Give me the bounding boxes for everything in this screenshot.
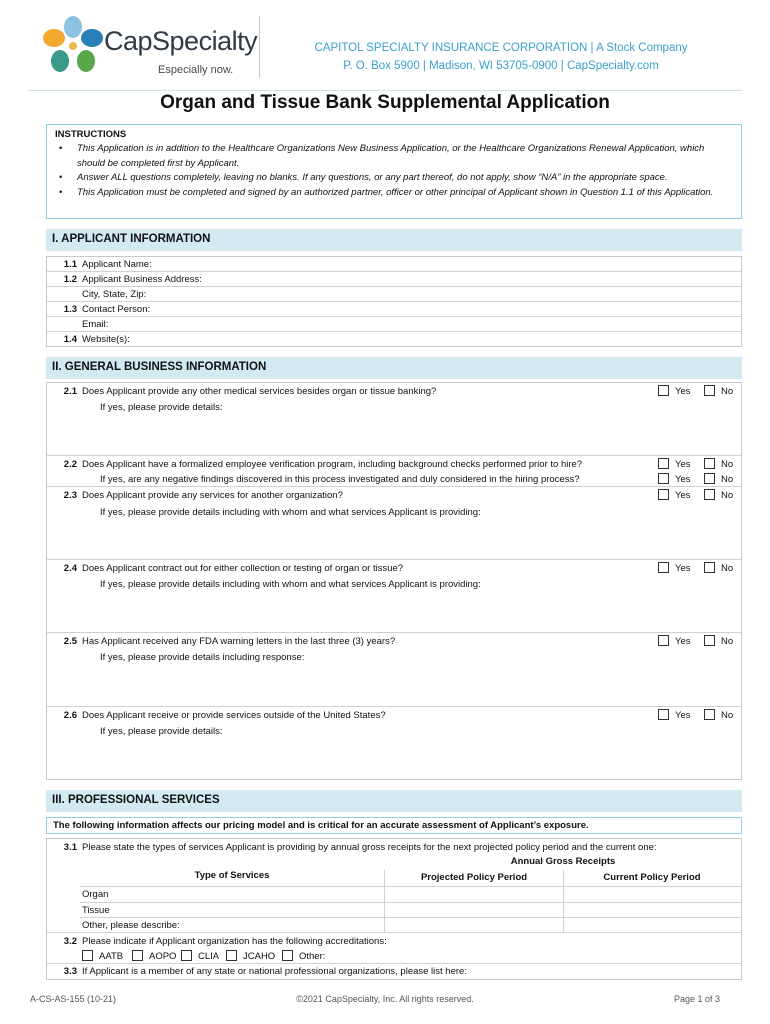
accreditation-options: AATB AOPO CLIA JCAHO Other: bbox=[46, 949, 742, 964]
header-divider bbox=[259, 16, 260, 78]
business-address-field[interactable]: 1.2 Applicant Business Address: bbox=[63, 274, 202, 285]
instructions-box bbox=[46, 124, 742, 219]
question-2-6: 2.6 Does Applicant receive or provide services outside of the United States? Yes No bbox=[63, 710, 734, 721]
no-checkbox[interactable] bbox=[704, 562, 715, 573]
page-number: Page 1 of 3 bbox=[673, 994, 720, 1004]
service-type-row[interactable]: Other, please describe: bbox=[82, 920, 180, 931]
question-2-1: 2.1 Does Applicant provide any other medical services besides organ or tissue banking? Yes No bbox=[63, 386, 734, 397]
email-field[interactable]: Email: bbox=[82, 319, 109, 330]
question-2-4-details[interactable]: If yes, please provide details including with whom and what services Applicant is providing: bbox=[100, 579, 481, 590]
company-line: CAPITOL SPECIALTY INSURANCE CORPORATION | A Stock Company bbox=[314, 42, 688, 54]
city-state-zip-field[interactable]: City, State, Zip: bbox=[82, 289, 147, 300]
copyright: ©2021 CapSpecialty, Inc. All rights reserved. bbox=[296, 994, 474, 1004]
question-2-2: 2.2 Does Applicant have a formalized employee verification program, including background checks performed prior to hire? Yes No bbox=[63, 459, 734, 470]
jcaho-checkbox[interactable] bbox=[226, 950, 237, 961]
logo-wordmark: CapSpecialty bbox=[104, 26, 258, 56]
no-checkbox[interactable] bbox=[704, 635, 715, 646]
annual-gross-receipts-header: Annual Gross Receipts bbox=[510, 856, 616, 867]
instruction-item: • Answer ALL questions completely, leaving no blanks. If any questions, or any part thereof, do not apply, show “N/A” in the appropriate space. bbox=[55, 171, 733, 186]
website-field[interactable]: 1.4 Website(s): bbox=[63, 334, 130, 345]
yes-checkbox[interactable] bbox=[658, 458, 669, 469]
service-type-row[interactable]: Tissue bbox=[82, 905, 110, 916]
no-checkbox[interactable] bbox=[704, 489, 715, 500]
aatb-checkbox[interactable] bbox=[82, 950, 93, 961]
question-2-3: 2.3 Does Applicant provide any services for another organization? Yes No bbox=[63, 490, 734, 501]
page-title: Organ and Tissue Bank Supplemental Application bbox=[28, 90, 742, 114]
no-checkbox[interactable] bbox=[704, 385, 715, 396]
current-period-header: Current Policy Period bbox=[603, 872, 701, 883]
instruction-item: • This Application is in addition to the Healthcare Organizations New Business Application, or the Healthcare Organizations Renewal Application, which should be completed first by Applicant. bbox=[55, 142, 733, 171]
yes-checkbox[interactable] bbox=[658, 709, 669, 720]
projected-period-header: Projected Policy Period bbox=[420, 872, 528, 883]
question-3-3[interactable]: 3.3 If Applicant is a member of any state or national professional organizations, please list here: bbox=[63, 966, 467, 977]
yes-checkbox[interactable] bbox=[658, 473, 669, 484]
question-2-5-details[interactable]: If yes, please provide details including response: bbox=[100, 652, 305, 663]
aopo-checkbox[interactable] bbox=[132, 950, 143, 961]
service-type-row[interactable]: Organ bbox=[82, 889, 109, 900]
question-2-1-details[interactable]: If yes, please provide details: bbox=[100, 402, 223, 413]
address-line: P. O. Box 5900 | Madison, WI 53705-0900 | CapSpecialty.com bbox=[343, 60, 659, 72]
no-checkbox[interactable] bbox=[704, 473, 715, 484]
yes-checkbox[interactable] bbox=[658, 489, 669, 500]
question-3-1: 3.1 Please state the types of services Applicant is providing by annual gross receipts for the next projected policy period and the current one: bbox=[63, 842, 657, 853]
section-professional-services: III. PROFESSIONAL SERVICES bbox=[46, 790, 742, 812]
yes-checkbox[interactable] bbox=[658, 635, 669, 646]
question-2-3-details[interactable]: If yes, please provide details including with whom and what services Applicant is providing: bbox=[100, 507, 481, 518]
section-applicant-information: I. APPLICANT INFORMATION bbox=[46, 229, 742, 251]
logo-tagline: Especially now. bbox=[158, 64, 234, 76]
no-checkbox[interactable] bbox=[704, 709, 715, 720]
question-2-6-details[interactable]: If yes, please provide details: bbox=[100, 726, 223, 737]
instructions-heading: INSTRUCTIONS bbox=[55, 129, 127, 140]
instruction-item: • This Application must be completed and signed by an authorized partner, officer or other principal of Applicant shown in Question 1.1 of this Application. bbox=[55, 186, 733, 201]
applicant-name-field[interactable]: 1.1 Applicant Name: bbox=[63, 259, 152, 270]
section-general-business: II. GENERAL BUSINESS INFORMATION bbox=[46, 357, 742, 379]
clia-checkbox[interactable] bbox=[181, 950, 192, 961]
yes-checkbox[interactable] bbox=[658, 562, 669, 573]
form-id: A-CS-AS-155 (10-21) bbox=[30, 994, 117, 1004]
other-checkbox[interactable] bbox=[282, 950, 293, 961]
question-3-2: 3.2 Please indicate if Applicant organization has the following accreditations: bbox=[63, 936, 387, 947]
type-of-services-header: Type of Services bbox=[194, 870, 270, 881]
question-2-4: 2.4 Does Applicant contract out for either collection or testing of organ or tissue? Yes No bbox=[63, 563, 734, 574]
yes-checkbox[interactable] bbox=[658, 385, 669, 396]
pricing-note: The following information affects our pricing model and is critical for an accurate assessment of Applicant’s exposure. bbox=[46, 817, 742, 834]
capspecialty-logo-icon bbox=[42, 16, 104, 76]
no-checkbox[interactable] bbox=[704, 458, 715, 469]
question-2-2-sub: If yes, are any negative findings discovered in this process investigated and duly considered in the hiring process? Yes No bbox=[100, 474, 734, 485]
question-2-5: 2.5 Has Applicant received any FDA warning letters in the last three (3) years? Yes No bbox=[63, 636, 734, 647]
contact-person-field[interactable]: 1.3 Contact Person: bbox=[63, 304, 151, 315]
